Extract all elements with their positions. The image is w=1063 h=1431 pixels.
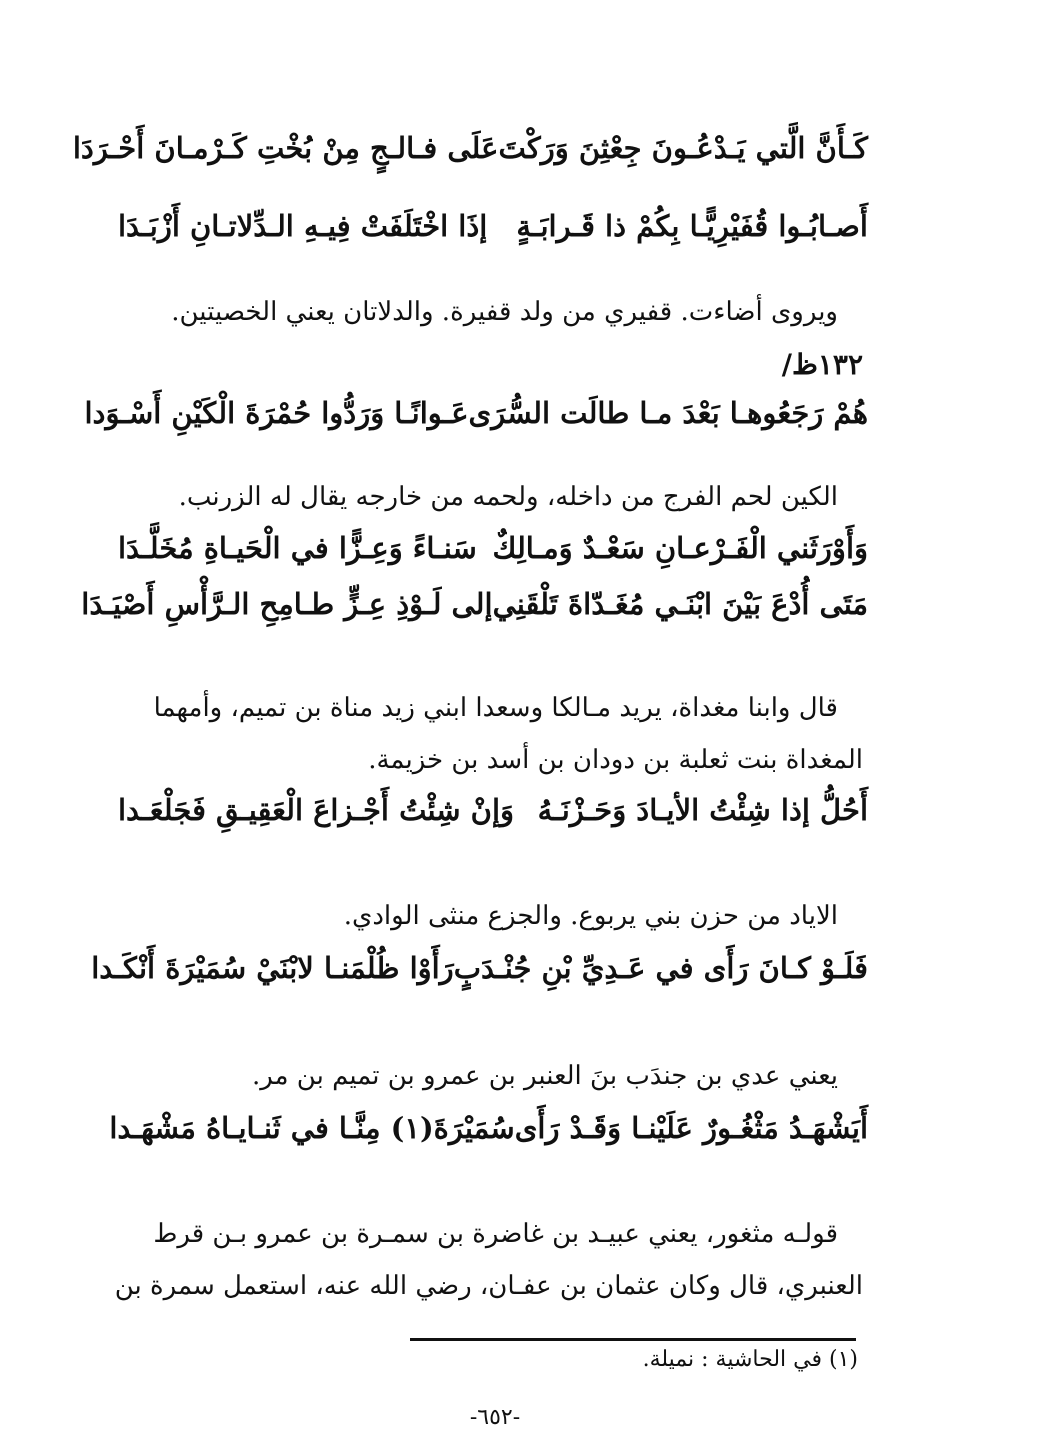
commentary-6-line-2: العنبري، قال وكان عثمان بن عفـان، رضي الله عنه، استعمل سمرة بن [114,1271,863,1301]
folio-marker: ١٣٢ظ/ [781,348,863,381]
verse-1 [72,128,868,168]
verse-6-first-hemistich: أَحُلُّ إذا شِئْتُ الأيـادَ وَحَـزْنَـهُ [537,793,868,827]
commentary-2: الكين لحم الفرج من داخله، ولحمه من خارجه يقال له الزرنب. [178,482,838,512]
verse-5 [81,584,868,624]
verse-5-second-hemistich: إلى لَـوْذِ عِـزٍّ طـامِحِ الـرَّأْسِ أَصْيَـدَا [81,587,493,621]
verse-2-first-hemistich: أَصـابُـوا قُفَيْرِيًّـا بِكُمْ ذا قَـرابَـةٍ [516,209,868,243]
footnote-divider [410,1338,856,1341]
verse-4-second-hemistich: سَنـاءً وَعِـزًّا في الْحَيـاةِ مُخَلَّـدَا [118,531,477,565]
verse-6-second-hemistich: وَإنْ شِئْتُ أَجْـزاعَ الْعَقِيـقِ فَجَلْعَـدا [118,793,515,827]
commentary-5: يعني عدي بن جندَب بنَ العنبر بن عمرو بن تميم بن مر. [251,1061,838,1091]
verse-8-first-hemistich: أَيَشْهَـدُ مَثْغُـورٌ عَلَيْنـا وَقَـدْ رَأَى [514,1111,868,1145]
footnote: (١) في الحاشية : نميلة. [642,1347,858,1372]
verse-1-first-hemistich: كَـأَنَّ الَّتي يَـدْعُـونَ جِعْثِنَ وَرَكْتَ [498,131,868,165]
verse-2-second-hemistich: إذَا اخْتَلَفَتْ فِيـهِ الـدِّلاتـانِ أَزْبَـدَا [118,209,488,243]
verse-8 [109,1108,868,1148]
verse-3-second-hemistich: عَـوانًـا وَرَدُّوا حُمْرَةَ الْكَيْنِ أَسْـوَدا [84,396,469,430]
commentary-6-line-1: قولـه مثغور، يعني عبيـد بن غاضرة بن سمـرة بن عمرو بـن قرط [153,1219,838,1249]
verse-7-first-hemistich: فَلَـوْ كـانَ رَأَى في عَـدِيِّ بْنِ جُنْـدَبٍ [453,951,868,985]
verse-5-first-hemistich: مَتَى أُدْعَ بَيْنَ ابْنَـي مُغَـدّاةَ تَلْقَنِي [492,587,868,621]
verse-7 [91,948,868,988]
page-number: -٦٥٢- [469,1405,521,1430]
verse-4 [118,528,868,568]
commentary-3-line-2: المغداة بنت ثعلبة بن دودان بن أسد بن خزيمة. [368,745,863,775]
verse-3 [84,393,868,433]
verse-6 [118,790,868,830]
verse-8-second-hemistich: سُمَيْرَةَ(١) مِنَّـا في ثَنـايـاهُ مَشْهَـدا [109,1111,515,1145]
commentary-4: الاياد من حزن بني يربوع. والجزع منثى الوادي. [343,901,838,931]
verse-2 [118,206,868,246]
verse-3-first-hemistich: هُمْ رَجَعُوهـا بَعْدَ مـا طالَت السُّرَى [468,396,868,430]
commentary-1: ويروى أضاءت. قفيري من ولد قفيرة. والدلاتان يعني الخصيتين. [171,297,838,327]
verse-4-first-hemistich: وَأَوْرَثَني الْفَـرْعـانِ سَعْـدٌ وَمـالِكٌ [492,531,868,565]
verse-1-second-hemistich: عَلَى فـالـجٍ مِنْ بُخْتِ كَـرْمـانَ أَحْـرَدَا [72,131,499,165]
verse-7-second-hemistich: رَأَوْا ظُلْمَنـا لابْنَيْ سُمَيْرَةَ أَنْكَـدا [91,951,454,985]
commentary-3-line-1: قال وابنا مغداة، يريد مـالكا وسعدا ابني زيد مناة بن تميم، وأمهما [153,693,838,723]
